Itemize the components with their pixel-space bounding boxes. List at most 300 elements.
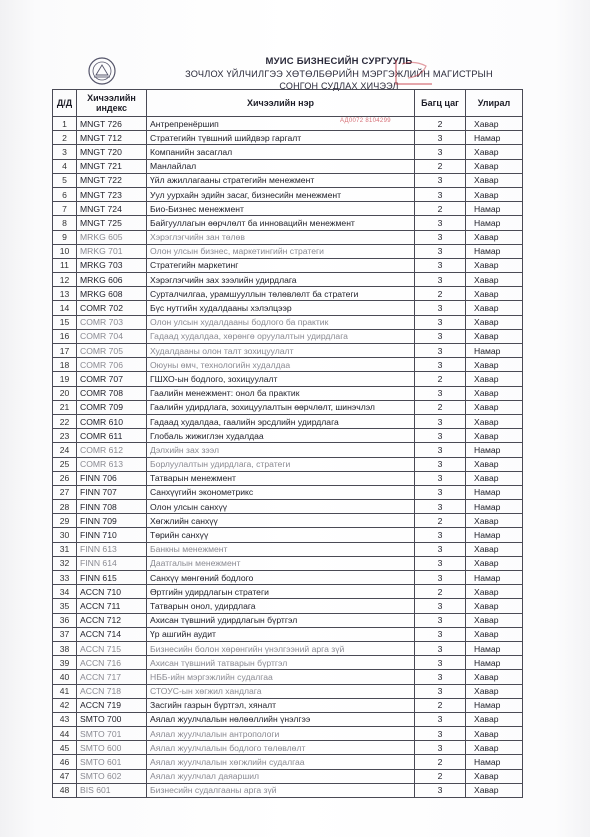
semester: Хавар	[466, 670, 523, 684]
column-header-number: Д/Д	[53, 90, 77, 117]
course-code: MRKG 606	[77, 273, 147, 287]
credit-hours: 3	[415, 145, 466, 159]
semester: Хавар	[466, 187, 523, 201]
course-code: MNGT 723	[77, 187, 147, 201]
course-name: Компанийн засаглал	[147, 145, 415, 159]
row-number: 29	[53, 514, 77, 528]
course-name: Засгийн газрын бүртгэл, хяналт	[147, 698, 415, 712]
semester: Намар	[466, 656, 523, 670]
table-body	[53, 117, 523, 798]
table-row	[53, 613, 523, 627]
row-number: 45	[53, 741, 77, 755]
course-name: Хөгжлийн санхүү	[147, 514, 415, 528]
credit-hours: 2	[415, 698, 466, 712]
table-row	[53, 783, 523, 797]
credit-hours: 2	[415, 287, 466, 301]
course-code: FINN 614	[77, 556, 147, 570]
course-name: Борлуулалтын удирдлага, стратеги	[147, 457, 415, 471]
credit-hours: 2	[415, 585, 466, 599]
course-code: SMTO 600	[77, 741, 147, 755]
course-code: COMR 613	[77, 457, 147, 471]
row-number: 22	[53, 414, 77, 428]
row-number: 41	[53, 684, 77, 698]
row-number: 8	[53, 216, 77, 230]
semester: Хавар	[466, 273, 523, 287]
table-row	[53, 500, 523, 514]
course-code: SMTO 601	[77, 755, 147, 769]
table-row	[53, 372, 523, 386]
credit-hours: 2	[415, 400, 466, 414]
credit-hours: 3	[415, 670, 466, 684]
program-title: ЗОЧЛОХ ҮЙЛЧИЛГЭЭ ХӨТӨЛБӨРИЙН МЭРГЭЖЛИЙН МАГИСТРЫН	[185, 69, 493, 79]
course-name: Бүс нутгийн худалдааны хэлэлцээр	[147, 301, 415, 315]
table-row	[53, 755, 523, 769]
credit-hours: 3	[415, 627, 466, 641]
table-header-row	[53, 90, 523, 117]
row-number: 3	[53, 145, 77, 159]
course-name: Ахисан түвшний удирдлагын бүртгэл	[147, 613, 415, 627]
course-name: Төрийн санхүү	[147, 528, 415, 542]
credit-hours: 2	[415, 202, 466, 216]
row-number: 27	[53, 485, 77, 499]
elective-courses-table	[52, 89, 523, 798]
credit-hours: 3	[415, 485, 466, 499]
semester: Хавар	[466, 230, 523, 244]
row-number: 30	[53, 528, 77, 542]
table-row	[53, 400, 523, 414]
semester: Намар	[466, 485, 523, 499]
semester: Намар	[466, 131, 523, 145]
course-name: Сурталчилгаа, урамшууллын төлөвлөлт ба стратеги	[147, 287, 415, 301]
table-row	[53, 258, 523, 272]
course-name: Байгууллагын өөрчлөлт ба инновацийн менежмент	[147, 216, 415, 230]
row-number: 37	[53, 627, 77, 641]
semester: Хавар	[466, 358, 523, 372]
course-name: Манлайлал	[147, 159, 415, 173]
course-code: COMR 610	[77, 414, 147, 428]
table-row	[53, 599, 523, 613]
credit-hours: 3	[415, 613, 466, 627]
credit-hours: 3	[415, 641, 466, 655]
table-row	[53, 656, 523, 670]
course-code: COMR 706	[77, 358, 147, 372]
semester: Хавар	[466, 287, 523, 301]
course-name: Ахисан түвшний татварын бүртгэл	[147, 656, 415, 670]
table-row	[53, 429, 523, 443]
row-number: 21	[53, 400, 77, 414]
row-number: 38	[53, 641, 77, 655]
row-number: 11	[53, 258, 77, 272]
course-code: MNGT 720	[77, 145, 147, 159]
course-name: Гадаад худалдаа, гаалийн эрсдлийн удирдлага	[147, 414, 415, 428]
semester: Хавар	[466, 514, 523, 528]
stamp-code: АД0072 8104299	[340, 118, 391, 124]
credit-hours: 3	[415, 429, 466, 443]
column-header-semester: Улирал	[466, 90, 523, 117]
table-row	[53, 287, 523, 301]
credit-hours: 3	[415, 329, 466, 343]
row-number: 6	[53, 187, 77, 201]
course-code: MNGT 724	[77, 202, 147, 216]
table-row	[53, 230, 523, 244]
semester: Хавар	[466, 783, 523, 797]
credit-hours: 3	[415, 187, 466, 201]
course-name: Банкны менежмент	[147, 542, 415, 556]
course-name: Даатгалын менежмент	[147, 556, 415, 570]
course-name: Олон улсын худалдааны бодлого ба практик	[147, 315, 415, 329]
semester: Хавар	[466, 414, 523, 428]
row-number: 10	[53, 244, 77, 258]
course-code: MRKG 701	[77, 244, 147, 258]
course-name: Хэрэглэгчийн зан төлөв	[147, 230, 415, 244]
semester: Хавар	[466, 556, 523, 570]
table-row	[53, 344, 523, 358]
credit-hours: 3	[415, 500, 466, 514]
table-row	[53, 485, 523, 499]
course-code: MNGT 721	[77, 159, 147, 173]
course-name: Гаалийн удирдлага, зохицуулалтын өөрчлөлт, шинэчлэл	[147, 400, 415, 414]
semester: Намар	[466, 641, 523, 655]
course-name: Антрепренёршип	[147, 117, 415, 131]
credit-hours: 3	[415, 414, 466, 428]
credit-hours: 3	[415, 230, 466, 244]
course-name: Гаалийн менежмент: онол ба практик	[147, 386, 415, 400]
table-row	[53, 514, 523, 528]
credit-hours: 3	[415, 131, 466, 145]
course-name: Хэрэглэгчийн зах зээлийн удирдлага	[147, 273, 415, 287]
course-name: Оюуны өмч, технологийн худалдаа	[147, 358, 415, 372]
row-number: 26	[53, 471, 77, 485]
course-code: ACCN 716	[77, 656, 147, 670]
course-name: Санхүү мөнгөний бодлого	[147, 571, 415, 585]
semester: Хавар	[466, 585, 523, 599]
red-stamp-icon	[392, 58, 438, 88]
semester: Хавар	[466, 329, 523, 343]
table-row	[53, 684, 523, 698]
course-code: COMR 611	[77, 429, 147, 443]
course-code: MNGT 725	[77, 216, 147, 230]
row-number: 5	[53, 173, 77, 187]
course-name: ГШХО-ын бодлого, зохицуулалт	[147, 372, 415, 386]
course-code: COMR 704	[77, 329, 147, 343]
table-row	[53, 712, 523, 726]
row-number: 42	[53, 698, 77, 712]
semester: Хавар	[466, 457, 523, 471]
course-name: Дэлхийн зах зээл	[147, 443, 415, 457]
credit-hours: 3	[415, 244, 466, 258]
row-number: 39	[53, 656, 77, 670]
course-name: Худалдааны олон талт зохицуулалт	[147, 344, 415, 358]
table-row	[53, 471, 523, 485]
row-number: 48	[53, 783, 77, 797]
course-name: Аялал жуулчлал даяаршил	[147, 769, 415, 783]
row-number: 14	[53, 301, 77, 315]
table-row	[53, 173, 523, 187]
row-number: 16	[53, 329, 77, 343]
course-code: MRKG 608	[77, 287, 147, 301]
semester: Намар	[466, 500, 523, 514]
credit-hours: 3	[415, 727, 466, 741]
course-name: Бизнесийн болон хөрөнгийн үнэлгээний арга зүй	[147, 641, 415, 655]
course-name: НББ-ийн мэргэжлийн судалгаа	[147, 670, 415, 684]
row-number: 43	[53, 712, 77, 726]
semester: Хавар	[466, 471, 523, 485]
course-name: Өртгийн удирдлагын стратеги	[147, 585, 415, 599]
course-code: SMTO 700	[77, 712, 147, 726]
course-code: ACCN 718	[77, 684, 147, 698]
course-name: Аялал жуулчлалын антропологи	[147, 727, 415, 741]
row-number: 34	[53, 585, 77, 599]
column-header-course-name: Хичээлийн нэр	[147, 90, 415, 117]
credit-hours: 3	[415, 173, 466, 187]
credit-hours: 3	[415, 216, 466, 230]
credit-hours: 3	[415, 315, 466, 329]
course-name: Аялал жуулчлалын бодлого төлөвлөлт	[147, 741, 415, 755]
row-number: 18	[53, 358, 77, 372]
semester: Хавар	[466, 386, 523, 400]
credit-hours: 3	[415, 443, 466, 457]
table-row	[53, 216, 523, 230]
semester: Намар	[466, 528, 523, 542]
semester: Хавар	[466, 145, 523, 159]
course-name: Олон улсын санхүү	[147, 500, 415, 514]
table-row	[53, 627, 523, 641]
table-row	[53, 315, 523, 329]
semester: Хавар	[466, 627, 523, 641]
row-number: 44	[53, 727, 77, 741]
course-name: Аялал жуулчлалын нөлөөллийн үнэлгээ	[147, 712, 415, 726]
course-code: BIS 601	[77, 783, 147, 797]
course-code: ACCN 710	[77, 585, 147, 599]
table-row	[53, 329, 523, 343]
course-code: COMR 707	[77, 372, 147, 386]
semester: Хавар	[466, 400, 523, 414]
credit-hours: 3	[415, 599, 466, 613]
credit-hours: 2	[415, 769, 466, 783]
row-number: 31	[53, 542, 77, 556]
credit-hours: 3	[415, 556, 466, 570]
credit-hours: 3	[415, 457, 466, 471]
semester: Намар	[466, 443, 523, 457]
table-row	[53, 117, 523, 131]
credit-hours: 3	[415, 712, 466, 726]
row-number: 15	[53, 315, 77, 329]
table-row	[53, 571, 523, 585]
row-number: 9	[53, 230, 77, 244]
course-name: СТОУС-ын хөгжил хандлага	[147, 684, 415, 698]
semester: Хавар	[466, 315, 523, 329]
table-row	[53, 727, 523, 741]
semester: Намар	[466, 755, 523, 769]
course-code: MNGT 726	[77, 117, 147, 131]
table-row	[53, 556, 523, 570]
row-number: 28	[53, 500, 77, 514]
row-number: 33	[53, 571, 77, 585]
course-code: COMR 708	[77, 386, 147, 400]
course-code: ACCN 717	[77, 670, 147, 684]
course-code: FINN 708	[77, 500, 147, 514]
semester: Хавар	[466, 613, 523, 627]
course-code: COMR 702	[77, 301, 147, 315]
course-code: COMR 612	[77, 443, 147, 457]
table-row	[53, 585, 523, 599]
course-code: FINN 709	[77, 514, 147, 528]
table-row	[53, 386, 523, 400]
credit-hours: 3	[415, 783, 466, 797]
course-name: Уул уурхайн эдийн засаг, бизнесийн менежмент	[147, 187, 415, 201]
course-name: Санхүүгийн эконометрикс	[147, 485, 415, 499]
table-row	[53, 145, 523, 159]
course-code: FINN 710	[77, 528, 147, 542]
column-header-course-code: Хичээлийн индекс	[77, 90, 147, 117]
credit-hours: 3	[415, 358, 466, 372]
course-code: MNGT 722	[77, 173, 147, 187]
row-number: 2	[53, 131, 77, 145]
row-number: 1	[53, 117, 77, 131]
course-code: ACCN 719	[77, 698, 147, 712]
course-code: FINN 613	[77, 542, 147, 556]
semester: Хавар	[466, 429, 523, 443]
course-code: ACCN 714	[77, 627, 147, 641]
semester: Намар	[466, 216, 523, 230]
semester: Намар	[466, 698, 523, 712]
course-name: Үйл ажиллагааны стратегийн менежмент	[147, 173, 415, 187]
course-code: COMR 705	[77, 344, 147, 358]
credit-hours: 3	[415, 528, 466, 542]
semester: Хавар	[466, 684, 523, 698]
table-row	[53, 769, 523, 783]
table-row	[53, 698, 523, 712]
semester: Хавар	[466, 173, 523, 187]
semester: Хавар	[466, 542, 523, 556]
semester: Намар	[466, 202, 523, 216]
credit-hours: 2	[415, 755, 466, 769]
table-row	[53, 187, 523, 201]
course-name: Био-Бизнес менежмент	[147, 202, 415, 216]
credit-hours: 3	[415, 571, 466, 585]
course-code: MRKG 605	[77, 230, 147, 244]
credit-hours: 3	[415, 542, 466, 556]
course-code: FINN 707	[77, 485, 147, 499]
table-row	[53, 244, 523, 258]
course-name: Стратегийн маркетинг	[147, 258, 415, 272]
table-row	[53, 159, 523, 173]
course-name: Татварын менежмент	[147, 471, 415, 485]
table-row	[53, 542, 523, 556]
semester: Намар	[466, 571, 523, 585]
row-number: 35	[53, 599, 77, 613]
course-name: Глобаль жижиглэн худалдаа	[147, 429, 415, 443]
semester: Хавар	[466, 117, 523, 131]
course-code: FINN 706	[77, 471, 147, 485]
course-code: SMTO 602	[77, 769, 147, 783]
column-header-credits: Багц цаг	[415, 90, 466, 117]
credit-hours: 2	[415, 372, 466, 386]
credit-hours: 3	[415, 273, 466, 287]
credit-hours: 3	[415, 684, 466, 698]
credit-hours: 3	[415, 258, 466, 272]
semester: Хавар	[466, 712, 523, 726]
course-name: Аялал жуулчлалын хөгжлийн судалгаа	[147, 755, 415, 769]
row-number: 17	[53, 344, 77, 358]
row-number: 40	[53, 670, 77, 684]
table-row	[53, 414, 523, 428]
course-code: ACCN 715	[77, 641, 147, 655]
table-row	[53, 528, 523, 542]
course-code: COMR 703	[77, 315, 147, 329]
semester: Хавар	[466, 258, 523, 272]
row-number: 23	[53, 429, 77, 443]
semester: Намар	[466, 244, 523, 258]
semester: Хавар	[466, 741, 523, 755]
elective-subtitle: СОНГОН СУДЛАХ ХИЧЭЭЛ	[279, 81, 399, 91]
credit-hours: 3	[415, 471, 466, 485]
row-number: 47	[53, 769, 77, 783]
semester: Хавар	[466, 301, 523, 315]
course-name: Бизнесийн судалгааны арга зүй	[147, 783, 415, 797]
table-row	[53, 443, 523, 457]
course-name: Олон улсын бизнес, маркетингийн стратеги	[147, 244, 415, 258]
table-row	[53, 670, 523, 684]
row-number: 25	[53, 457, 77, 471]
semester: Намар	[466, 344, 523, 358]
semester: Хавар	[466, 372, 523, 386]
row-number: 12	[53, 273, 77, 287]
table-row	[53, 641, 523, 655]
credit-hours: 2	[415, 514, 466, 528]
row-number: 46	[53, 755, 77, 769]
table-row	[53, 457, 523, 471]
credit-hours: 3	[415, 741, 466, 755]
credit-hours: 3	[415, 656, 466, 670]
course-code: FINN 615	[77, 571, 147, 585]
semester: Хавар	[466, 727, 523, 741]
row-number: 36	[53, 613, 77, 627]
course-code: COMR 709	[77, 400, 147, 414]
table-row	[53, 202, 523, 216]
course-name: Татварын онол, удирдлага	[147, 599, 415, 613]
row-number: 20	[53, 386, 77, 400]
credit-hours: 2	[415, 117, 466, 131]
row-number: 4	[53, 159, 77, 173]
course-code: ACCN 712	[77, 613, 147, 627]
course-code: MRKG 703	[77, 258, 147, 272]
table-row	[53, 301, 523, 315]
credit-hours: 3	[415, 386, 466, 400]
table-row	[53, 273, 523, 287]
course-name: Стратегийн түвшний шийдвэр гаргалт	[147, 131, 415, 145]
semester: Хавар	[466, 769, 523, 783]
row-number: 32	[53, 556, 77, 570]
credit-hours: 3	[415, 301, 466, 315]
table-row	[53, 741, 523, 755]
course-code: SMTO 701	[77, 727, 147, 741]
row-number: 24	[53, 443, 77, 457]
table-row	[53, 358, 523, 372]
row-number: 19	[53, 372, 77, 386]
row-number: 7	[53, 202, 77, 216]
credit-hours: 2	[415, 159, 466, 173]
course-name: Гадаад худалдаа, хөрөнгө оруулалтын удирдлага	[147, 329, 415, 343]
course-name: Үр ашгийн аудит	[147, 627, 415, 641]
semester: Хавар	[466, 159, 523, 173]
course-code: ACCN 711	[77, 599, 147, 613]
row-number: 13	[53, 287, 77, 301]
course-code: MNGT 712	[77, 131, 147, 145]
semester: Хавар	[466, 599, 523, 613]
table-row	[53, 131, 523, 145]
credit-hours: 3	[415, 344, 466, 358]
